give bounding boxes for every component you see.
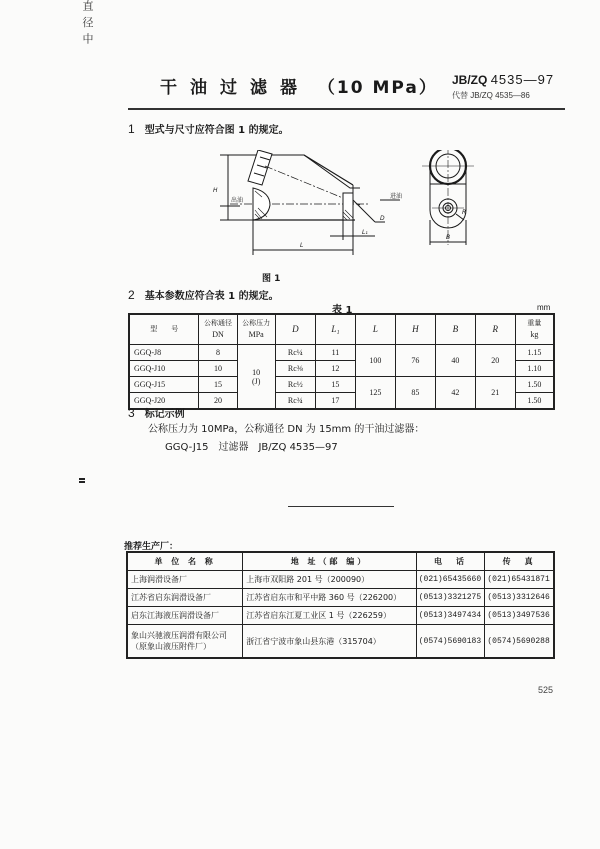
section-number: 3	[128, 406, 135, 420]
header-weight: 重量 kg	[515, 314, 554, 345]
title-char: 器	[280, 78, 299, 98]
cell-d: Rc⅜	[275, 361, 315, 377]
header-h: H	[395, 314, 435, 345]
header-l1: L₁	[315, 314, 355, 345]
cell-address: 江苏省启东市和平中路 360 号（226200）	[243, 589, 416, 607]
header-l: L	[355, 314, 395, 345]
cell-l1: 15	[315, 377, 355, 393]
cell-model: GGQ-J20	[129, 393, 199, 410]
cell-phone: (0513)3497434	[416, 607, 485, 625]
cell-pressure-merged: 10 (J)	[237, 345, 275, 410]
figure-caption: 图 1	[262, 274, 281, 284]
table-1-unit: mm	[537, 303, 551, 312]
cell-r: 20	[475, 345, 515, 377]
cell-l: 125	[355, 377, 395, 410]
cell-name: 启东江海液压润滑设备厂	[127, 607, 243, 625]
section-divider	[288, 506, 394, 507]
header-model: 型 号	[129, 314, 199, 345]
figure-1-drawing	[200, 150, 490, 265]
table-row	[127, 625, 554, 659]
outlet-label: 出油	[231, 197, 244, 204]
cell-dn: 10	[199, 361, 237, 377]
cell-name: 江苏省启东润滑设备厂	[127, 589, 243, 607]
cell-h: 76	[395, 345, 435, 377]
cell-model: GGQ-J15	[129, 377, 199, 393]
title-chinese	[160, 78, 318, 98]
page-title	[160, 73, 438, 98]
cell-phone: (0574)5690183	[416, 625, 485, 659]
cell-phone: (0513)3321275	[416, 589, 485, 607]
dim-label-l1: L₁	[362, 229, 368, 236]
cell-dn: 15	[199, 377, 237, 393]
cell-model: GGQ-J10	[129, 361, 199, 377]
cell-fax: (0513)3312646	[485, 589, 554, 607]
table-row	[127, 571, 554, 589]
cell-weight: 1.50	[515, 377, 554, 393]
cell-fax: (0574)5690288	[485, 625, 554, 659]
dim-label-l: L	[300, 242, 304, 249]
header-b: B	[435, 314, 475, 345]
standard-code	[452, 72, 554, 87]
cell-d: Rc¾	[275, 393, 315, 410]
cell-model: GGQ-J8	[129, 345, 199, 361]
table-header-row	[129, 314, 554, 345]
cell-fax: (021)65431871	[485, 571, 554, 589]
cell-l1: 11	[315, 345, 355, 361]
standard-number: 4535—97	[490, 72, 555, 87]
table-1-caption: 表 1	[332, 305, 353, 316]
table-header-row	[127, 552, 554, 571]
side-margin-mark: 直 径 中	[81, 0, 94, 45]
cell-dn: 8	[199, 345, 237, 361]
title-char: 油	[190, 78, 209, 98]
section-2-heading	[128, 287, 279, 302]
header-fax: 传 真	[485, 552, 554, 571]
marking-example-description: 公称压力为 10MPa，公称通径 DN 为 15mm 的干油过滤器：	[148, 424, 425, 435]
section-number: 1	[128, 122, 135, 136]
title-pressure: （10 MPa）	[317, 78, 438, 98]
cell-r: 21	[475, 377, 515, 410]
title-char: 滤	[250, 78, 269, 98]
section-text: 标记示例	[144, 409, 185, 420]
cell-address: 上海市双阳路 201 号（200090）	[243, 571, 416, 589]
manufacturers-table	[126, 551, 555, 659]
cell-d: Rc½	[275, 377, 315, 393]
table-row	[127, 589, 554, 607]
cell-name: 上海润滑设备厂	[127, 571, 243, 589]
header-address: 地 址（邮 编）	[243, 552, 416, 571]
cell-phone: (021)65435660	[416, 571, 485, 589]
cell-address: 江苏省启东江夏工业区 1 号（226259）	[243, 607, 416, 625]
title-char: 干	[160, 78, 179, 98]
cell-weight: 1.15	[515, 345, 554, 361]
header-divider	[128, 108, 565, 110]
dim-label-d: D	[380, 215, 385, 222]
cell-weight: 1.10	[515, 361, 554, 377]
dim-label-b: B	[446, 234, 451, 241]
header-name: 单 位 名 称	[127, 552, 243, 571]
section-number: 2	[128, 288, 135, 302]
replaces-standard: 代替 JB/ZQ 4535—86	[452, 91, 530, 100]
table-row	[129, 345, 554, 361]
cell-d: Rc¼	[275, 345, 315, 361]
table-row	[127, 607, 554, 625]
cell-l1: 17	[315, 393, 355, 410]
manufacturers-caption: 推荐生产厂：	[124, 542, 179, 552]
header-d: D	[275, 314, 315, 345]
dim-label-h: H	[213, 187, 218, 194]
section-1-heading	[128, 121, 289, 136]
cell-fax: (0513)3497536	[485, 607, 554, 625]
cell-dn: 20	[199, 393, 237, 410]
title-char: 过	[220, 78, 239, 98]
inlet-label: 进油	[390, 193, 403, 200]
dim-label-r: R	[462, 209, 467, 216]
cell-weight: 1.50	[515, 393, 554, 410]
header-pressure: 公称压力 MPa	[237, 314, 275, 345]
cell-name: 象山兴驰液压润滑有限公司 （原象山液压附件厂）	[127, 625, 243, 659]
cell-h: 85	[395, 377, 435, 410]
header-phone: 电 话	[416, 552, 485, 571]
margin-mark	[79, 478, 85, 480]
cell-b: 42	[435, 377, 475, 410]
cell-l1: 12	[315, 361, 355, 377]
section-3-heading	[128, 405, 185, 420]
header-r: R	[475, 314, 515, 345]
cell-l: 100	[355, 345, 395, 377]
marking-example-code: GGQ-J15 过滤器 JB/ZQ 4535—97	[165, 442, 338, 453]
standard-prefix: JB/ZQ	[452, 73, 488, 87]
cell-address: 浙江省宁波市象山县东港（315704）	[243, 625, 416, 659]
header-dn: 公称通径 DN	[199, 314, 237, 345]
section-text: 型式与尺寸应符合图 1 的规定。	[144, 125, 289, 136]
cell-b: 40	[435, 345, 475, 377]
page-number: 525	[538, 685, 554, 695]
table-row	[129, 377, 554, 393]
parameters-table	[128, 313, 555, 410]
section-text: 基本参数应符合表 1 的规定。	[144, 291, 279, 302]
